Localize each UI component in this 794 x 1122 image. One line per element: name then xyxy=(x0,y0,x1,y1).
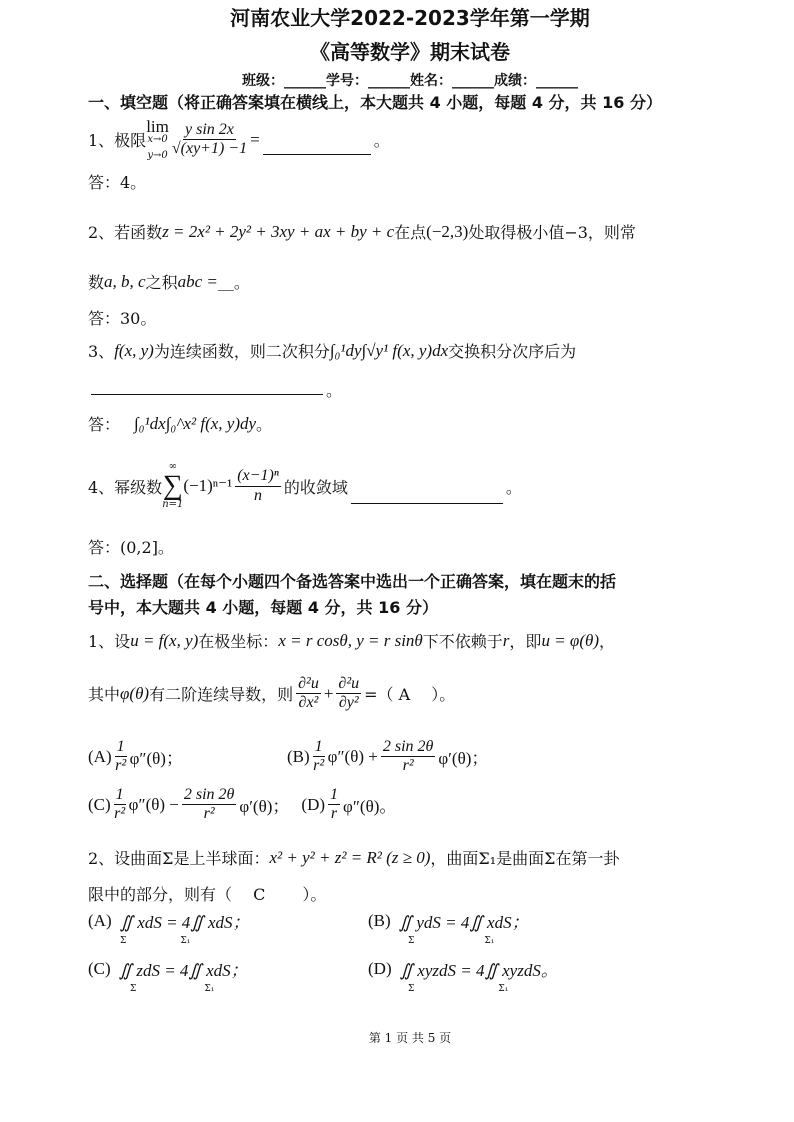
option-c: φ″(θ) − xyxy=(128,794,179,814)
q1-3-answer xyxy=(88,412,272,435)
option-a-label: (A) xyxy=(88,910,112,930)
text: 处取得极小值−3，则常 xyxy=(468,223,636,242)
sigma1: Σ₁ xyxy=(484,936,495,946)
sum-top: ∞ xyxy=(168,461,177,472)
answer-blank[interactable] xyxy=(351,502,503,504)
q2-1-options-ab xyxy=(88,738,488,776)
q2-1-options-cd xyxy=(88,786,396,824)
option-b: φ″(θ) + xyxy=(327,746,378,766)
text: 其中 xyxy=(88,685,121,705)
text: ，即 xyxy=(509,632,542,651)
sigma-labels xyxy=(120,936,190,946)
exam-subtitle: 《高等数学》期末试卷 xyxy=(310,40,510,64)
section1-heading: 一、填空题（将正确答案填在横线上，本大题共 4 小题，每题 4 分，共 16 分） xyxy=(88,93,662,112)
fraction xyxy=(336,675,361,713)
text: 。 xyxy=(233,273,250,292)
math: ∫₀¹dy∫√y¹ f(x, y)dx xyxy=(329,340,449,360)
option-d: ∬ xyzdS = 4∬ xyzdS。 xyxy=(399,961,558,980)
text: 2、若函数 xyxy=(88,223,163,242)
sigma1: Σ₁ xyxy=(204,984,215,994)
option-d-label: (D) xyxy=(301,794,326,814)
q2-1-line2 xyxy=(88,675,455,713)
text: 在点 xyxy=(394,223,427,242)
text: 有二阶连续导数，则 xyxy=(149,685,294,705)
q2-2-line2: 限中的部分，则有（ C ）。 xyxy=(88,885,327,904)
denominator: r xyxy=(330,805,338,823)
text: 交换积分次序后为 xyxy=(448,342,577,361)
sigma: Σ xyxy=(408,984,415,994)
option-b-label: (B) xyxy=(368,910,391,930)
option-c-label: (C) xyxy=(88,794,111,814)
text: ，曲面Σ₁是曲面Σ在第一卦 xyxy=(430,849,620,868)
math: a, b, c xyxy=(104,271,146,291)
math: x = r cosθ, y = r sinθ xyxy=(278,630,423,650)
sigma1: Σ₁ xyxy=(498,984,509,994)
sigma: ∑ xyxy=(162,470,183,501)
fraction xyxy=(328,786,340,824)
text: 答： xyxy=(88,415,121,434)
sigma: Σ xyxy=(408,936,415,946)
numerator: ∂²u xyxy=(336,675,361,694)
sigma-labels xyxy=(408,936,494,946)
text: 1、设 xyxy=(88,632,131,651)
text: 之积 xyxy=(145,273,178,292)
q1-4-answer: 答：(0,2]。 xyxy=(88,538,174,557)
math: u = f(x, y) xyxy=(130,630,199,650)
option-a: ∬ xdS = 4∬ xdS； xyxy=(119,913,250,932)
math: φ(θ) xyxy=(120,683,150,703)
text: 3、 xyxy=(88,342,115,361)
sigma-labels xyxy=(408,984,508,994)
text: 。 xyxy=(326,381,343,400)
denominator: √(xy+1) −1 xyxy=(171,140,248,157)
option-d-label: (D) xyxy=(368,958,392,978)
text: 。 xyxy=(505,477,522,497)
q1-2 xyxy=(88,220,636,243)
q2-2-option-d xyxy=(368,956,558,981)
math: f(x, y) xyxy=(114,340,154,360)
fraction xyxy=(114,786,126,824)
q2-2 xyxy=(88,846,619,869)
sigma: Σ xyxy=(130,984,137,994)
math: u = φ(θ) xyxy=(541,630,599,650)
text: 在极坐标： xyxy=(198,632,279,651)
section2-heading: 二、选择题（在每个小题四个备选答案中选出一个正确答案，填在题末的括 xyxy=(88,572,617,591)
text: 1、极限 xyxy=(88,131,147,150)
option-d: φ″(θ)。 xyxy=(343,797,397,817)
q1-1 xyxy=(88,118,390,161)
math: r xyxy=(502,630,510,650)
option-c: φ′(θ)； xyxy=(239,797,290,817)
numerator: 2 sin 2θ xyxy=(182,786,237,805)
denominator: n xyxy=(254,486,263,504)
q2-2-option-c xyxy=(88,956,248,981)
text: ， xyxy=(599,632,616,651)
q1-4 xyxy=(88,462,522,510)
option-a-label: (A) xyxy=(88,746,112,766)
cond: y→0 xyxy=(147,150,168,161)
math: x² + y² + z² = R² (z ≥ 0) xyxy=(269,847,431,867)
q1-1-answer: 答：4。 xyxy=(88,173,147,192)
numerator: 1 xyxy=(114,786,126,805)
text: 数 xyxy=(88,273,105,292)
option-c-label: (C) xyxy=(88,958,111,978)
numerator: (x−1)ⁿ xyxy=(235,467,281,486)
denominator: ∂y² xyxy=(338,694,359,712)
cond: x→0 xyxy=(147,134,168,145)
sigma1: Σ₁ xyxy=(180,936,191,946)
sum xyxy=(162,462,183,510)
sum-bottom: n=1 xyxy=(162,499,184,510)
sigma-labels xyxy=(130,984,214,994)
fraction xyxy=(296,675,321,713)
q2-1 xyxy=(88,629,615,652)
answer-blank[interactable] xyxy=(91,393,323,395)
exam-title: 河南农业大学2022-2023学年第一学期 xyxy=(230,6,590,30)
fraction xyxy=(172,121,247,159)
option-b: φ′(θ)； xyxy=(438,749,489,769)
option-c: ∬ zdS = 4∬ xdS； xyxy=(118,961,248,980)
q2-2-option-a xyxy=(88,908,250,933)
numerator: 1 xyxy=(328,786,340,805)
math: (−1)ⁿ⁻¹ xyxy=(183,476,233,495)
math: z = 2x² + 2y² + 3xy + ax + by + c xyxy=(162,221,395,241)
sigma: Σ xyxy=(120,936,127,946)
lim: lim xyxy=(146,117,169,136)
page-footer: 第 1 页 共 5 页 xyxy=(368,1031,452,1045)
option-b: ∬ ydS = 4∬ xdS； xyxy=(398,913,529,932)
numerator: 1 xyxy=(115,738,127,757)
q1-3-line2 xyxy=(88,378,342,401)
numerator: ∂²u xyxy=(296,675,321,694)
denominator: ∂x² xyxy=(298,694,319,712)
text: 下不依赖于 xyxy=(422,632,503,651)
text: 。 xyxy=(256,415,273,434)
denominator: r² xyxy=(114,805,126,823)
fraction xyxy=(235,467,281,505)
text: 。 xyxy=(373,131,390,150)
fraction xyxy=(381,738,436,776)
numerator: 2 sin 2θ xyxy=(381,738,436,757)
q1-2-line2 xyxy=(88,270,250,293)
eq: = xyxy=(250,129,260,149)
text: 的收敛域 xyxy=(283,477,348,497)
option-a: φ″(θ)； xyxy=(129,749,183,769)
numerator: y sin 2x xyxy=(183,121,236,140)
plus: + xyxy=(323,683,334,703)
text: 4、幂级数 xyxy=(88,477,163,497)
answer-blank[interactable]: __ xyxy=(217,272,234,291)
answer-blank[interactable] xyxy=(263,153,371,155)
denominator: r² xyxy=(115,757,127,775)
math: (−2,3) xyxy=(426,221,469,241)
denominator: r² xyxy=(402,757,414,775)
option-b-label: (B) xyxy=(286,746,310,766)
fraction xyxy=(313,738,325,776)
answer: =（ A ）。 xyxy=(364,685,456,705)
denominator: r² xyxy=(313,757,325,775)
text: 2、设曲面Σ是上半球面： xyxy=(88,849,270,868)
section2-heading-2: 号中，本大题共 4 小题，每题 4 分，共 16 分） xyxy=(88,598,438,617)
q2-2-option-b xyxy=(368,908,529,933)
fraction xyxy=(115,738,127,776)
text: 为连续函数，则二次积分 xyxy=(153,342,330,361)
q1-3 xyxy=(88,339,576,362)
math: ∫₀¹dx∫₀^x² f(x, y)dy xyxy=(134,413,257,433)
numerator: 1 xyxy=(313,738,325,757)
fraction xyxy=(182,786,237,824)
student-info: 班级：______学号：______姓名：______成绩：______ xyxy=(242,73,578,89)
limit xyxy=(146,118,169,161)
denominator: r² xyxy=(203,805,215,823)
math: abc = xyxy=(177,271,218,291)
q1-2-answer: 答：30。 xyxy=(88,309,157,328)
